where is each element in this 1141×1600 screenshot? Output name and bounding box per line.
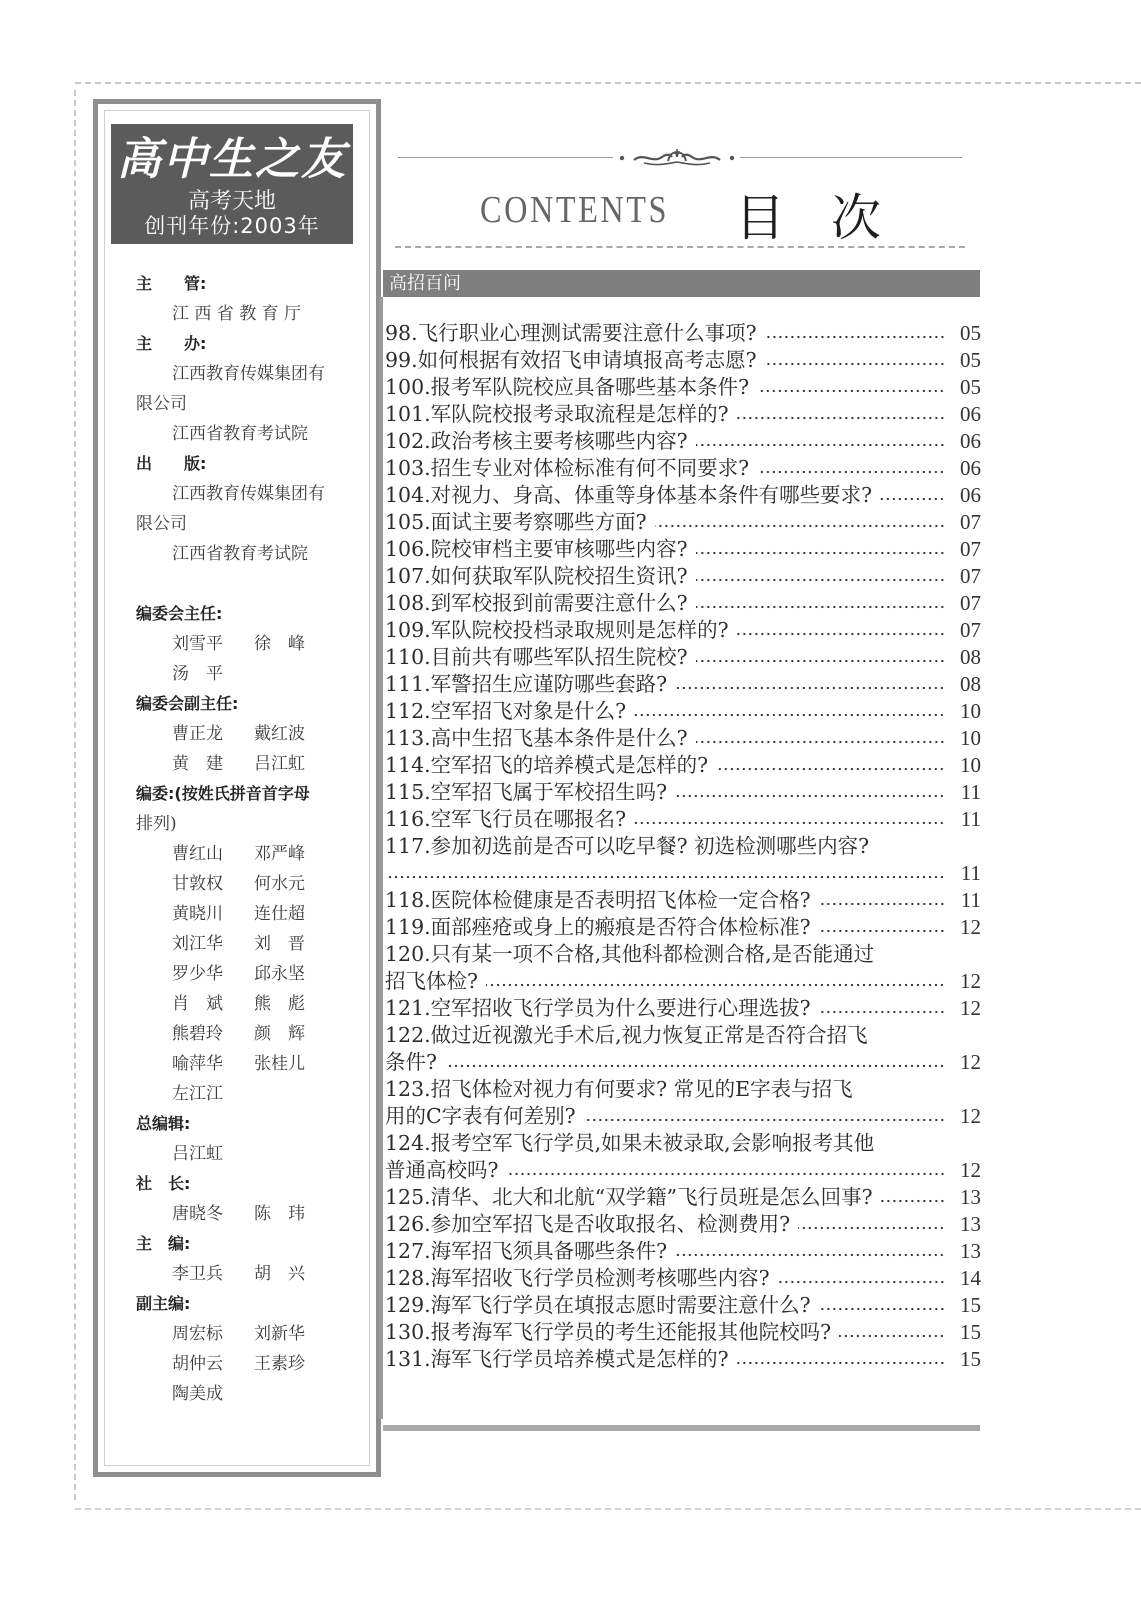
name-row [136, 989, 351, 1019]
toc-entry-line [385, 671, 981, 698]
toc-entry-title: 109.军队院校投档录取规则是怎样的? [385, 618, 729, 642]
person-name: 周宏标 [172, 1324, 223, 1344]
toc-page-number: 07 [960, 618, 981, 642]
toc-entry-title: 112.空军招飞对象是什么? [385, 699, 627, 723]
dot-leader [737, 415, 945, 421]
toc-page-number: 15 [960, 1347, 981, 1371]
credit-organization: 江西省教育考试院 [172, 424, 308, 444]
dot-leader [696, 577, 945, 583]
credit-organization: 限公司 [136, 394, 187, 414]
toc-page-number: 08 [960, 645, 981, 669]
toc-page-number: 12 [960, 1050, 981, 1074]
toc-entry[interactable] [385, 320, 981, 347]
toc-entry-title: 107.如何获取军队院校招生资讯? [385, 564, 688, 588]
name-row [136, 1349, 351, 1379]
toc-entry-line [385, 590, 981, 617]
toc-entry-line [385, 1265, 981, 1292]
person-name: 吕江虹 [254, 754, 305, 774]
toc-entry[interactable] [385, 590, 981, 617]
dot-leader [675, 685, 945, 691]
toc-entry-line [385, 1346, 981, 1373]
toc-entry[interactable] [385, 536, 981, 563]
toc-page-number: 10 [960, 699, 981, 723]
person-name: 邱永坚 [254, 964, 305, 984]
toc-entry-title: 129.海军飞行学员在填报志愿时需要注意什么? [385, 1293, 811, 1317]
toc-page-number: 11 [960, 807, 981, 831]
toc-entry-title: 123.招飞体检对视力有何要求? 常见的E字表与招飞 [385, 1077, 853, 1101]
toc-entry-line [385, 806, 981, 833]
toc-entry-line [385, 1103, 981, 1130]
toc-entry-title: 106.院校审档主要审核哪些内容? [385, 537, 688, 561]
dot-leader [757, 388, 945, 394]
toc-entry[interactable] [385, 455, 981, 482]
page-frame-top [75, 82, 1141, 84]
toc-entry-title: 113.高中生招飞基本条件是什么? [385, 726, 688, 750]
masthead-panel [93, 99, 381, 1477]
toc-entry[interactable] [385, 401, 981, 428]
toc-entry-title: 116.空军飞行员在哪报名? [385, 807, 627, 831]
toc-entry-line [385, 1292, 981, 1319]
section-header: 高招百问 [383, 270, 980, 297]
dot-leader [765, 334, 945, 340]
toc-entry[interactable] [385, 1319, 981, 1346]
person-name: 甘敦权 [172, 874, 223, 894]
toc-entry-line [385, 482, 981, 509]
person-name: 刘江华 [172, 934, 223, 954]
toc-page-number: 06 [960, 456, 981, 480]
toc-entry[interactable] [385, 617, 981, 644]
name-row [136, 929, 351, 959]
person-name: 陶美成 [172, 1384, 223, 1404]
name-row [136, 1049, 351, 1079]
person-name: 喻萍华 [172, 1054, 223, 1074]
toc-entry[interactable] [385, 1184, 981, 1211]
toc-entry-title: 110.目前共有哪些军队招生院校? [385, 645, 688, 669]
dot-leader [880, 496, 945, 502]
toc-entry-title: 98.飞行职业心理测试需要注意什么事项? [385, 321, 757, 345]
toc-entry-title: 131.海军飞行学员培养模式是怎样的? [385, 1347, 729, 1371]
committee-role: 主 编: [136, 1234, 191, 1253]
toc-entry-title: 115.空军招飞属于军校招生吗? [385, 780, 668, 804]
credits-list [136, 269, 351, 1409]
toc-entry-line [385, 536, 981, 563]
toc-list [385, 320, 981, 1373]
person-name: 左江江 [172, 1084, 223, 1104]
magazine-title: 高中生之友 [117, 134, 347, 185]
dot-leader [757, 469, 945, 475]
toc-entry[interactable] [385, 482, 981, 509]
name-row [136, 959, 351, 989]
toc-entry-line [385, 1076, 981, 1103]
person-name: 唐晓冬 [172, 1204, 223, 1224]
person-name: 熊 彪 [254, 994, 305, 1014]
toc-entry[interactable] [385, 1211, 981, 1238]
dot-leader [819, 1306, 945, 1312]
toc-entry-line [385, 1238, 981, 1265]
dot-leader [881, 1198, 945, 1204]
person-name: 曹正龙 [172, 724, 223, 744]
toc-entry-title: 100.报考军队院校应具备哪些基本条件? [385, 375, 750, 399]
dot-leader [584, 1117, 945, 1123]
toc-entry-line [385, 887, 981, 914]
person-name: 罗少华 [172, 964, 223, 984]
name-row [136, 1379, 351, 1409]
toc-page-number: 15 [960, 1320, 981, 1344]
toc-entry[interactable] [385, 374, 981, 401]
dot-leader [819, 901, 945, 907]
toc-page-number: 12 [960, 1104, 981, 1128]
toc-page-number: 07 [960, 537, 981, 561]
toc-entry[interactable] [385, 1130, 981, 1184]
name-row [136, 1079, 351, 1109]
name-row [136, 839, 351, 869]
toc-entry-line [385, 725, 981, 752]
person-name: 肖 斌 [172, 994, 223, 1014]
toc-entry-title: 111.军警招生应谨防哪些套路? [385, 672, 668, 696]
toc-entry-line [385, 644, 981, 671]
toc-page-number: 12 [960, 996, 981, 1020]
person-name: 何水元 [254, 874, 305, 894]
toc-entry[interactable] [385, 1238, 981, 1265]
toc-entry[interactable] [385, 752, 981, 779]
toc-page-number: 10 [960, 726, 981, 750]
magazine-subtitle: 高考天地 [187, 189, 276, 214]
toc-entry-title: 118.医院体检健康是否表明招飞体检一定合格? [385, 888, 811, 912]
toc-bottom-bar [383, 1425, 980, 1431]
toc-entry-line [385, 860, 981, 887]
person-name: 张桂儿 [254, 1054, 305, 1074]
toc-entry-line [385, 1022, 981, 1049]
toc-entry[interactable] [385, 995, 981, 1022]
toc-entry-line [385, 698, 981, 725]
toc-entry-title: 124.报考空军飞行学员,如果未被录取,会影响报考其他 [385, 1131, 875, 1155]
toc-page-number: 15 [960, 1293, 981, 1317]
toc-entry-title: 108.到军校报到前需要注意什么? [385, 591, 688, 615]
toc-entry-line [385, 455, 981, 482]
toc-entry-line [385, 914, 981, 941]
toc-entry-line [385, 374, 981, 401]
toc-page-number: 06 [960, 429, 981, 453]
dot-leader [655, 523, 945, 529]
credit-organization: 江西教育传媒集团有 [172, 484, 325, 504]
toc-entry[interactable] [385, 509, 981, 536]
dot-leader [634, 712, 945, 718]
toc-page-number: 05 [960, 348, 981, 372]
dot-leader [737, 1360, 945, 1366]
person-name: 汤 平 [172, 664, 223, 684]
person-name: 胡 兴 [254, 1264, 305, 1284]
decorative-flourish-icon [616, 148, 738, 168]
toc-entry[interactable] [385, 644, 981, 671]
toc-page-number: 06 [960, 483, 981, 507]
toc-entry-line [385, 1130, 981, 1157]
committee-role: 社 长: [136, 1174, 191, 1193]
founded-year: 创刊年份:2003年 [144, 214, 320, 238]
person-name: 黄晓川 [172, 904, 223, 924]
credit-organization: 江西省教育考试院 [172, 544, 308, 564]
toc-page-number: 12 [960, 915, 981, 939]
toc-entry-line [385, 347, 981, 374]
toc-entry-title: 用的C字表有何差别? [385, 1104, 576, 1128]
toc-page-number: 11 [960, 888, 981, 912]
name-row [136, 1019, 351, 1049]
dot-leader [385, 874, 945, 880]
toc-entry-line [385, 1157, 981, 1184]
toc-entry[interactable] [385, 1076, 981, 1130]
toc-entry-title: 128.海军招收飞行学员检测考核哪些内容? [385, 1266, 770, 1290]
name-row [136, 869, 351, 899]
toc-page-number: 13 [960, 1212, 981, 1236]
toc-entry-title: 104.对视力、身高、体重等身体基本条件有哪些要求? [385, 483, 873, 507]
toc-entry-title: 120.只有某一项不合格,其他科都检测合格,是否能通过 [385, 942, 875, 966]
person-name: 刘新华 [254, 1324, 305, 1344]
toc-entry[interactable] [385, 779, 981, 806]
toc-entry-title: 130.报考海军飞行学员的考生还能报其他院校吗? [385, 1320, 832, 1344]
toc-entry[interactable] [385, 428, 981, 455]
toc-page-number: 11 [960, 780, 981, 804]
credit-role: 出 版: [136, 454, 207, 473]
toc-left-rule [379, 297, 383, 1419]
toc-page-number: 11 [960, 861, 981, 885]
toc-entry[interactable] [385, 914, 981, 941]
committee-role: 编委:(按姓氏拼音首字母 [136, 784, 310, 803]
toc-entry-title: 121.空军招收飞行学员为什么要进行心理选拔? [385, 996, 811, 1020]
dot-leader [445, 1063, 945, 1069]
toc-entry-line [385, 779, 981, 806]
toc-entry-line [385, 1184, 981, 1211]
toc-entry-line [385, 968, 981, 995]
name-row [136, 659, 351, 689]
name-row [136, 749, 351, 779]
toc-entry[interactable] [385, 347, 981, 374]
toc-page-number: 10 [960, 753, 981, 777]
toc-entry-title: 普通高校吗? [385, 1158, 499, 1182]
toc-page-number: 07 [960, 510, 981, 534]
toc-entry-title: 117.参加初选前是否可以吃早餐? 初选检测哪些内容? [385, 834, 870, 858]
dot-leader [819, 928, 945, 934]
person-name: 刘雪平 [172, 634, 223, 654]
toc-entry-title: 127.海军招飞须具备哪些条件? [385, 1239, 668, 1263]
dot-leader [696, 604, 945, 610]
committee-role-continued: 排列) [136, 814, 177, 834]
person-name: 连仕超 [254, 904, 305, 924]
divider-line-right [740, 157, 962, 158]
name-row [136, 1199, 351, 1229]
person-name: 颜 辉 [254, 1024, 305, 1044]
committee-role: 编委会主任: [136, 604, 223, 623]
name-row [136, 1139, 351, 1169]
spacer [136, 569, 351, 599]
committee-role: 编委会副主任: [136, 694, 239, 713]
toc-page-number: 12 [960, 969, 981, 993]
toc-entry-line [385, 752, 981, 779]
toc-entry-title: 招飞体检? [385, 969, 478, 993]
toc-entry-line [385, 320, 981, 347]
toc-entry-title: 122.做过近视激光手术后,视力恢复正常是否符合招飞 [385, 1023, 868, 1047]
divider-line-left [398, 157, 613, 158]
dot-leader [839, 1333, 945, 1339]
toc-page-number: 13 [960, 1185, 981, 1209]
person-name: 熊碧玲 [172, 1024, 223, 1044]
credit-role: 主 办: [136, 334, 207, 353]
dot-leader [716, 766, 945, 772]
committee-role: 副主编: [136, 1294, 191, 1313]
committee-role: 总编辑: [136, 1114, 191, 1133]
toc-entry[interactable] [385, 725, 981, 752]
toc-entry[interactable] [385, 833, 981, 887]
toc-entry-line [385, 509, 981, 536]
dot-leader [778, 1279, 945, 1285]
toc-entry-line [385, 941, 981, 968]
toc-entry[interactable] [385, 1292, 981, 1319]
toc-entry-line [385, 617, 981, 644]
toc-entry[interactable] [385, 1346, 981, 1373]
toc-entry[interactable] [385, 941, 981, 995]
credit-organization: 限公司 [136, 514, 187, 534]
toc-entry-line [385, 1049, 981, 1076]
person-name: 胡仲云 [172, 1354, 223, 1374]
person-name: 徐 峰 [254, 634, 305, 654]
person-name: 吕江虹 [172, 1144, 223, 1164]
toc-entry-title: 条件? [385, 1050, 437, 1074]
person-name: 王素珍 [254, 1354, 305, 1374]
toc-entry-title: 119.面部痤疮或身上的瘢痕是否符合体检标准? [385, 915, 811, 939]
toc-entry-title: 105.面试主要考察哪些方面? [385, 510, 647, 534]
toc-entry-title: 101.军队院校报考录取流程是怎样的? [385, 402, 729, 426]
contents-dashed-rule [395, 246, 965, 248]
toc-entry-title: 114.空军招飞的培养模式是怎样的? [385, 753, 709, 777]
name-row [136, 629, 351, 659]
toc-page-number: 05 [960, 375, 981, 399]
ornament-divider [398, 148, 962, 168]
person-name: 戴红波 [254, 724, 305, 744]
toc-page-number: 06 [960, 402, 981, 426]
toc-entry-title: 103.招生专业对体检标准有何不同要求? [385, 456, 750, 480]
toc-entry[interactable] [385, 887, 981, 914]
person-name: 邓严峰 [254, 844, 305, 864]
toc-entry[interactable] [385, 671, 981, 698]
toc-entry[interactable] [385, 563, 981, 590]
contents-title-cn: 目次 [735, 189, 927, 247]
contents-title-en: CONTENTS [480, 189, 670, 231]
credit-role: 主 管: [136, 274, 207, 293]
dot-leader [696, 550, 945, 556]
dot-leader [696, 442, 945, 448]
toc-entry-line [385, 1319, 981, 1346]
toc-page-number: 07 [960, 564, 981, 588]
dot-leader [507, 1171, 946, 1177]
dot-leader [696, 658, 945, 664]
page-frame-left [74, 90, 76, 1500]
dot-leader [696, 739, 945, 745]
toc-entry-line [385, 1211, 981, 1238]
dot-leader [798, 1225, 945, 1231]
person-name: 陈 玮 [254, 1204, 305, 1224]
person-name: 黄 建 [172, 754, 223, 774]
person-name: 曹红山 [172, 844, 223, 864]
toc-entry-line [385, 428, 981, 455]
toc-entry-title: 125.清华、北大和北航“双学籍”飞行员班是怎么回事? [385, 1185, 873, 1209]
name-row [136, 899, 351, 929]
toc-entry-title: 99.如何根据有效招飞申请填报高考志愿? [385, 348, 757, 372]
toc-entry[interactable] [385, 806, 981, 833]
toc-page-number: 08 [960, 672, 981, 696]
credit-organization: 江西教育传媒集团有 [172, 364, 325, 384]
dot-leader [675, 793, 945, 799]
toc-entry-line [385, 401, 981, 428]
toc-entry[interactable] [385, 1022, 981, 1076]
person-name: 李卫兵 [172, 1264, 223, 1284]
toc-entry-line [385, 995, 981, 1022]
dot-leader [819, 1009, 945, 1015]
toc-page-number: 07 [960, 591, 981, 615]
toc-page-number: 13 [960, 1239, 981, 1263]
toc-page-number: 05 [960, 321, 981, 345]
credit-organization: 江 西 省 教 育 厅 [172, 304, 302, 324]
brand-box [111, 124, 353, 244]
dot-leader [675, 1252, 945, 1258]
toc-page-number: 12 [960, 1158, 981, 1182]
dot-leader [486, 982, 945, 988]
name-row [136, 719, 351, 749]
page-frame-bottom [75, 1508, 1141, 1510]
name-row [136, 1319, 351, 1349]
toc-entry-title: 126.参加空军招飞是否收取报名、检测费用? [385, 1212, 791, 1236]
person-name: 刘 晋 [254, 934, 305, 954]
dot-leader [634, 820, 945, 826]
toc-entry[interactable] [385, 1265, 981, 1292]
toc-entry-line [385, 833, 981, 860]
toc-page-number: 14 [960, 1266, 981, 1290]
name-row [136, 1259, 351, 1289]
dot-leader [765, 361, 945, 367]
dot-leader [737, 631, 945, 637]
toc-entry-line [385, 563, 981, 590]
toc-entry-title: 102.政治考核主要考核哪些内容? [385, 429, 688, 453]
toc-entry[interactable] [385, 698, 981, 725]
